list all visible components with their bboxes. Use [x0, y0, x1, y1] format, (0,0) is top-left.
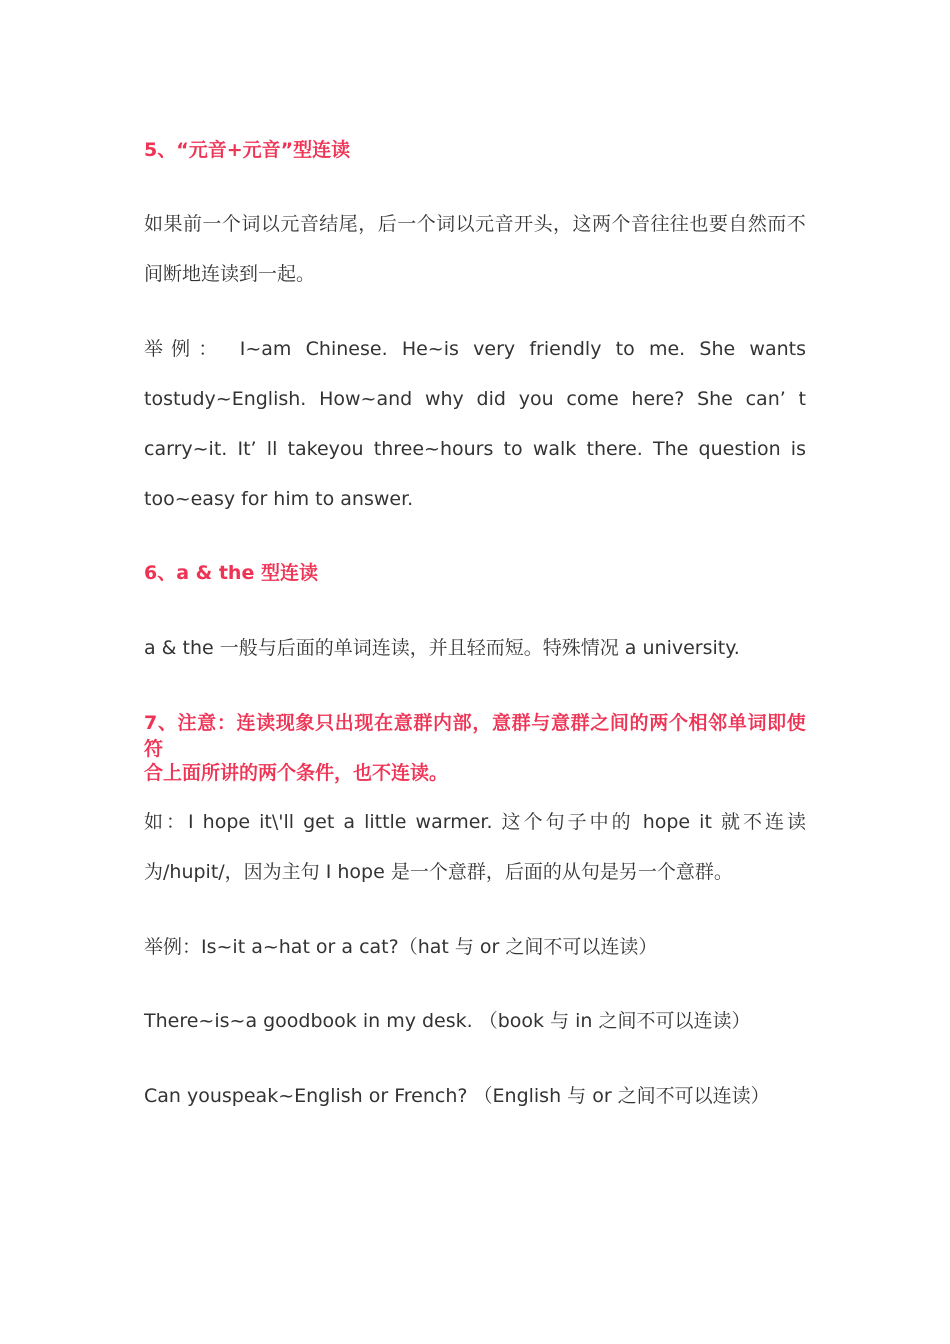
section-7-body-line-2: 为/hupit/，因为主句 I hope 是一个意群，后面的从句是另一个意群。 [144, 861, 733, 883]
section-7-heading-line-1: 7、注意：连读现象只出现在意群内部，意群与意群之间的两个相邻单词即使符 [144, 712, 806, 760]
section-7-example-3: Can youspeak~English or French? （English 与 or 之间不可以连读） [144, 1085, 770, 1107]
section-7-heading-line-2: 合上面所讲的两个条件，也不连读。 [144, 762, 449, 784]
section-5-example-line-1: 举例： I~am Chinese. He~is very friendly to me. She wants [144, 338, 806, 360]
section-5-example-line-4: too~easy for him to answer. [144, 488, 414, 510]
section-7-example-2: There~is~a goodbook in my desk. （book 与 in 之间不可以连读） [144, 1010, 751, 1032]
section-6-heading: 6、a & the 型连读 [144, 562, 318, 584]
section-5-example-line-3: carry~it. It’ ll takeyou three~hours to walk there. The question is [144, 438, 806, 460]
section-5-body-line-1: 如果前一个词以元音结尾，后一个词以元音开头，这两个音往往也要自然而不 [144, 213, 806, 235]
section-5-example-line-2: tostudy~English. How~and why did you come here? She can’ t [144, 388, 806, 410]
section-7-example-1: 举例：Is~it a~hat or a cat?（hat 与 or 之间不可以连读） [144, 936, 658, 958]
section-5-heading: 5、“元音+元音”型连读 [144, 139, 351, 161]
section-6-body: a & the 一般与后面的单词连读，并且轻而短。特殊情况 a university. [144, 637, 740, 659]
section-5-body-line-2: 间断地连读到一起。 [144, 263, 316, 285]
section-7-body-line-1: 如：I hope it\'ll get a little warmer. 这个句子中的 hope it 就不连读 [144, 811, 806, 833]
